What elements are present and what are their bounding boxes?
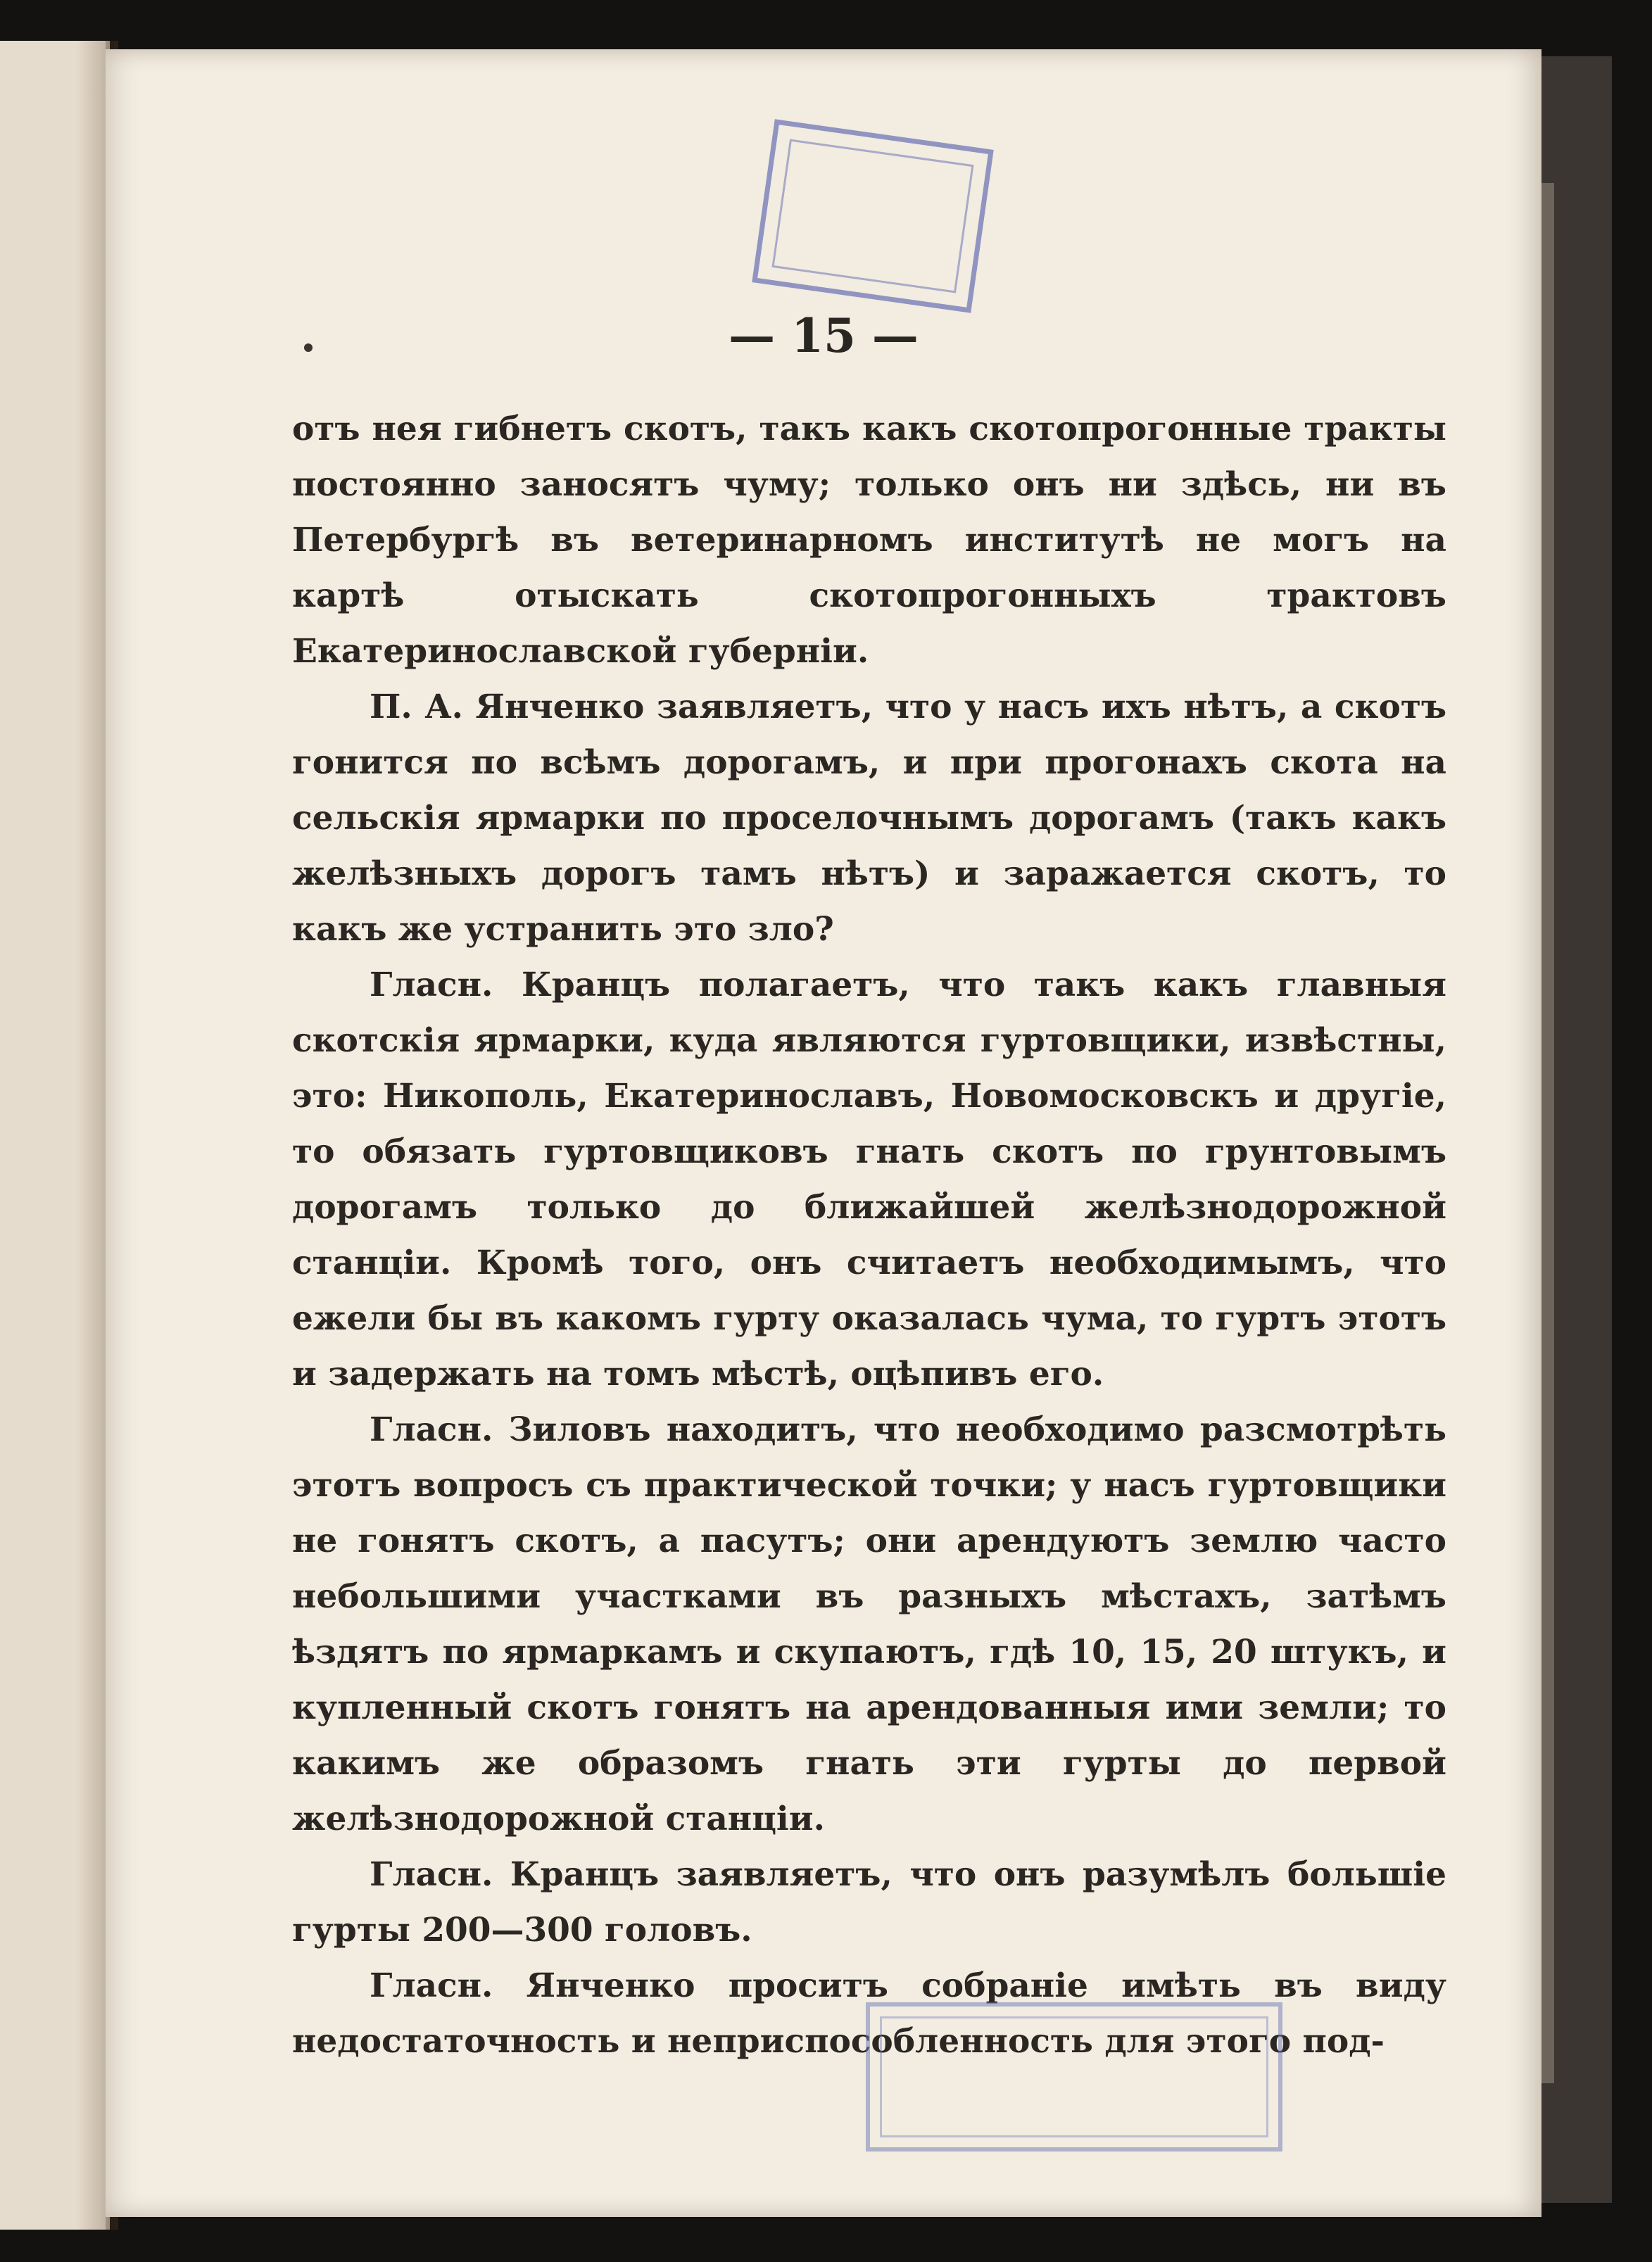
paragraph-3: Гласн. Кранцъ полагаетъ, что такъ какъ главныя скотскія ярмарки, куда являются гуртовщики, извѣстны, это: Никополь, Екатеринославъ, Новомосковскъ и другіе, то обязать гуртовщиковъ гнать скотъ по грунтовымъ дорогамъ только до ближайшей желѣзнодорожной станціи. Кромѣ того, онъ считаетъ необходимымъ, что ежели бы въ какомъ гурту оказалась чума, то гуртъ этотъ и задержать на томъ мѣстѣ, оцѣпивъ его.: [292, 966, 1446, 1394]
book-spine-strip: [1541, 183, 1554, 2083]
library-stamp-bottom: [866, 2002, 1282, 2152]
page-body: [292, 401, 1446, 2069]
paragraph-4: Гласн. Зиловъ находитъ, что необходимо разсмотрѣть этотъ вопросъ съ практической точки; у насъ гуртовщики не гонятъ скотъ, а пасутъ; они арендуютъ землю часто небольшими участками въ разныхъ мѣстахъ, затѣмъ ѣздятъ по ярмаркамъ и скупаютъ, гдѣ 10, 15, 20 штукъ, и купленный скотъ гонятъ на арендованныя ими земли; то какимъ же образомъ гнать эти гурты до первой желѣзнодорожной станціи.: [292, 1410, 1446, 1838]
library-stamp-top-frame: [771, 139, 973, 293]
library-stamp-bottom-frame: [880, 2016, 1268, 2137]
paragraph-5: Гласн. Кранцъ заявляетъ, что онъ разумѣлъ большіе гурты 200—300 головъ.: [292, 1855, 1446, 1950]
paragraph-6: Гласн. Янченко проситъ собраніе имѣть въ виду недостаточность и неприспособленность для этого под-: [292, 1966, 1446, 2061]
paragraph-1: отъ нея гибнетъ скотъ, такъ какъ скотопрогонные тракты постоянно заносятъ чуму; только онъ ни здѣсь, ни въ Петербургѣ въ ветеринарномъ институтѣ не могъ на картѣ отыскать скотопрогонныхъ трактовъ Екатеринославской губерніи.: [292, 410, 1446, 671]
book-page: [106, 49, 1541, 2217]
paragraph-2: П. А. Янченко заявляетъ, что у насъ ихъ нѣтъ, а скотъ гонится по всѣмъ дорогамъ, и при прогонахъ скота на сельскія ярмарки по проселочнымъ дорогамъ (такъ какъ желѣзныхъ дорогъ тамъ нѣтъ) и заражается скотъ, то какъ же устранить это зло?: [292, 688, 1446, 949]
handwritten-number-margin: [0, 753, 139, 802]
page-number: — 15 —: [729, 308, 919, 363]
library-stamp-top: [752, 119, 994, 312]
